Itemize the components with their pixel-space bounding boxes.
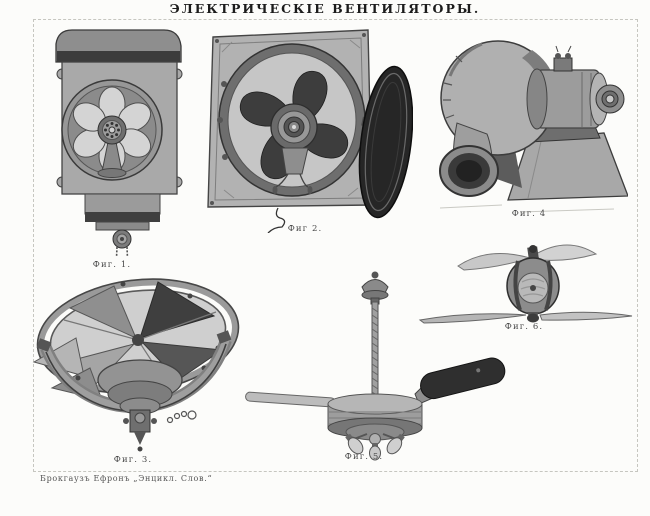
figure-1 bbox=[38, 22, 198, 270]
figure-6 bbox=[418, 228, 636, 332]
figure-3 bbox=[18, 268, 240, 468]
figure-4 bbox=[432, 28, 628, 218]
window-fan-illustration bbox=[198, 28, 413, 233]
figure-6-caption: Фиг. 6. bbox=[504, 322, 544, 332]
propeller-fan-illustration bbox=[418, 228, 636, 332]
figure-5-caption: Фиг. 5. bbox=[344, 452, 384, 462]
centrifugal-blower-illustration bbox=[432, 28, 628, 218]
figure-2-caption: Фиг 2. bbox=[287, 224, 323, 234]
ring-fan-illustration bbox=[18, 268, 240, 468]
figure-4-caption: Фиг. 4 bbox=[511, 209, 547, 219]
figure-3-caption: Фиг. 3. bbox=[113, 455, 153, 465]
wall-fan-illustration bbox=[38, 22, 198, 257]
figure-2 bbox=[198, 28, 413, 233]
attribution: Брокгаузъ Ефронъ „Энцикл. Слов.“ bbox=[40, 474, 213, 483]
figure-1-caption: Фиг. 1. bbox=[92, 260, 132, 270]
plate-title: ЭЛЕКТРИЧЕСКІЕ ВЕНТИЛЯТОРЫ. bbox=[169, 1, 481, 16]
